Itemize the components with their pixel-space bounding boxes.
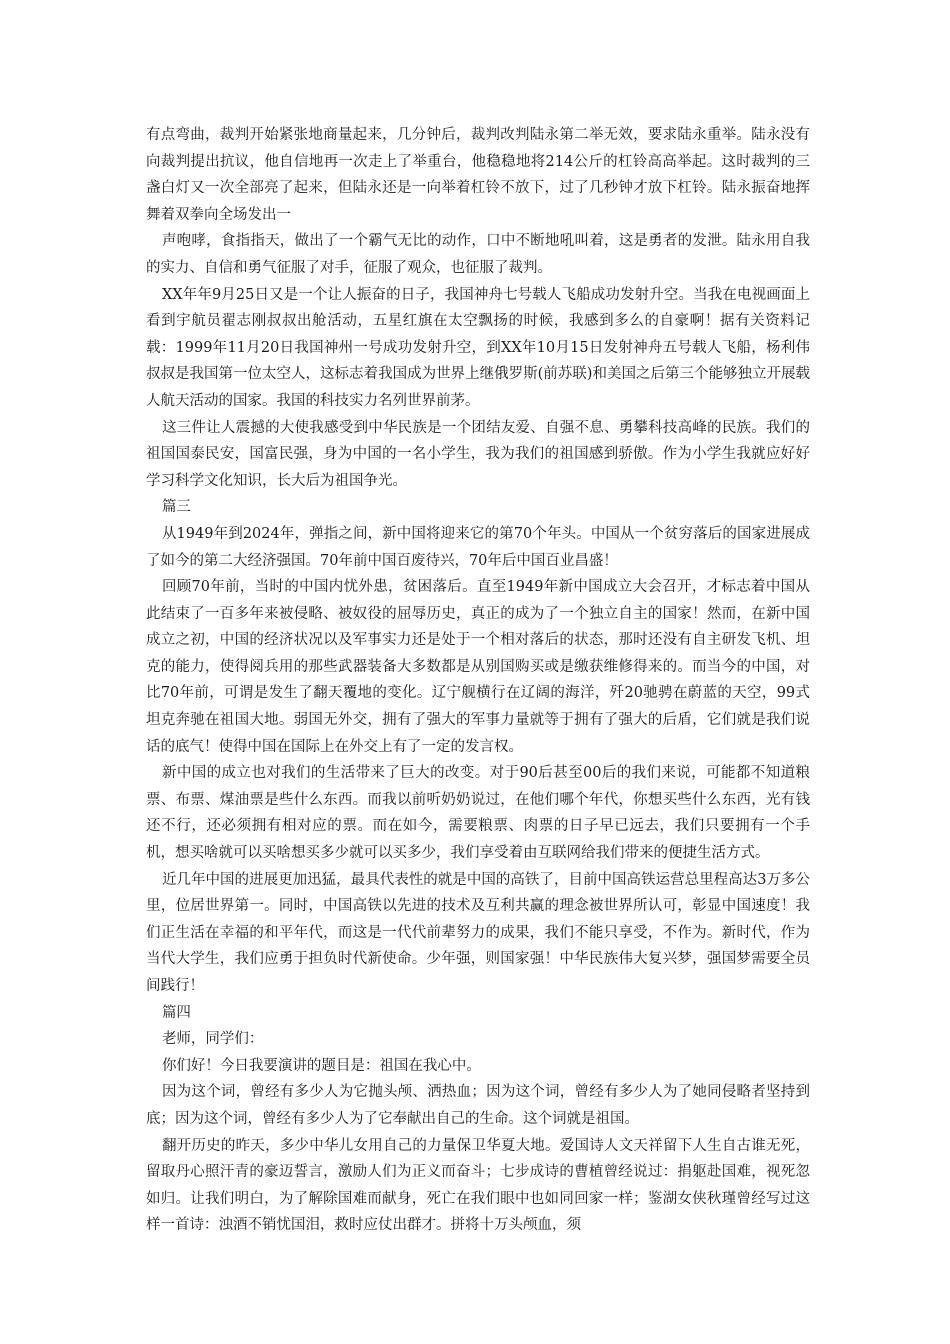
paragraph-7: 新中国的成立也对我们的生活带来了巨大的改变。对于90后甚至00后的我们来说，可能都不知道粮票、布票、煤油票是些什么东西。而我以前听奶奶说过，在他们哪个年代，你想买些什么东西，光有钱还不行，还必须拥有相对应的票。而在如今，需要粮票、肉票的日子早已远去，我们只要拥有一个手机，想买啥就可以买啥想买多少就可以买多少，我们享受着由互联网给我们带来的便捷生活方式。 [146,765,810,862]
paragraph-5: 从1949年到2024年，弹指之间，新中国将迎来它的第70个年头。中国从一个贫穷落后的国家进展成了如今的第二大经济强国。70年前中国百废待兴，70年后中国百业昌盛！ [146,525,810,569]
paragraph-9: 你们好！今日我要演讲的题目是：祖国在我心中。 [161,1057,481,1074]
paragraph-6: 回顾70年前，当时的中国内忧外患，贫困落后。直至1949年新中国成立大会召开，才标志着中国从此结束了一百多年来被侵略、被奴役的屈辱历史，真正的成为了一个独立自主的国家！然而，在新中国成立之初，中国的经济状况以及军事实力还是处于一个相对落后的状态，那时还没有自主研发飞机、坦克的能力，使得阅兵用的那些武器装备大多数都是从别国购买或是缴获维修得来的。而当今的中国，对比70年前，可谓是发生了翻天覆地的变化。辽宁舰横行在辽阔的海洋，歼20驰骋在蔚蓝的天空，99式坦克奔驰在祖国大地。弱国无外交，拥有了强大的军事力量就等于拥有了强大的后盾，它们就是我们说话的底气！使得中国在国际上在外交上有了一定的发言权。 [146,579,810,755]
paragraph-2: 声咆哮，食指指天，做出了一个霸气无比的动作，口中不断地吼叫着，这是勇者的发泄。陆永用自我的实力、自信和勇气征服了对手，征服了观众，也征服了裁判。 [146,233,810,276]
document-page [146,122,810,1239]
paragraph-3: XX年年9月25日又是一个让人振奋的日子，我国神舟七号载人飞船成功发射升空。当我在电视画面上看到宇航员翟志刚叔叔出舱活动，五星红旗在太空飘扬的时候，我感到多么的自豪啊！据有关资料记载：1999年11月20日我国神州一号成功发射升空，到XX年10月15日发射神舟五号载人飞船，杨利伟叔叔是我国第一位太空人，这标志着我国成为世界上继俄罗斯(前苏联)和美国之后第三个能够独立开展载人航天活动的国家。我国的科技实力名列世界前茅。 [146,286,810,409]
section-heading-4: 篇四 [161,1004,191,1021]
section-heading-3: 篇三 [161,499,191,516]
paragraph-11: 翻开历史的昨天，多少中华儿女用自己的力量保卫华夏大地。爱国诗人文天祥留下人生自古谁无死，留取丹心照汗青的豪迈誓言，激励人们为正义而奋斗；七步成诗的曹植曾经说过：捐躯赴国难，视死忽如归。让我们明白，为了解除国难而献身，死亡在我们眼中也如同回家一样；鉴湖女侠秋瑾曾经写过这样一首诗：浊酒不销忧国泪，救时应仗出群才。拼将十万头颅血，须 [146,1137,810,1234]
paragraph-8: 近几年中国的进展更加迅猛，最具代表性的就是中国的高铁了，目前中国高铁运营总里程高达3万多公里，位居世界第一。同时，中国高铁以先进的技术及互利共赢的理念被世界所认可，彰显中国速度！我们正生活在幸福的和平年代，而这是一代代前辈努力的成果，我们不能只享受，不作为。新时代，作为当代大学生，我们应勇于担负时代新使命。少年强，则国家强！中华民族伟大复兴梦，强国梦需要全员间践行！ [146,871,810,994]
paragraph-4: 这三件让人震撼的大使我感受到中华民族是一个团结友爱、自强不息、勇攀科技高峰的民族。我们的祖国国泰民安，国富民强，身为中国的一名小学生，我为我们的祖国感到骄傲。作为小学生我就应好好学习科学文化知识，长大后为祖国争光。 [146,419,810,489]
salutation: 老师，同学们： [161,1031,264,1048]
paragraph-1: 有点弯曲，裁判开始紧张地商量起来，几分钟后，裁判改判陆永第二举无效，要求陆永重举。陆永没有向裁判提出抗议，他自信地再一次走上了举重台，他稳稳地将214公斤的杠铃高高举起。这时裁判的三盏白灯又一次全部亮了起来，但陆永还是一向举着杠铃不放下，过了几秒钟才放下杠铃。陆永振奋地挥舞着双拳向全场发出一 [146,127,810,223]
paragraph-10: 因为这个词，曾经有多少人为它抛头颅、洒热血；因为这个词，曾经有多少人为了她同侵略者坚持到底；因为这个词，曾经有多少人为了它奉献出自己的生命。这个词就是祖国。 [146,1084,810,1127]
